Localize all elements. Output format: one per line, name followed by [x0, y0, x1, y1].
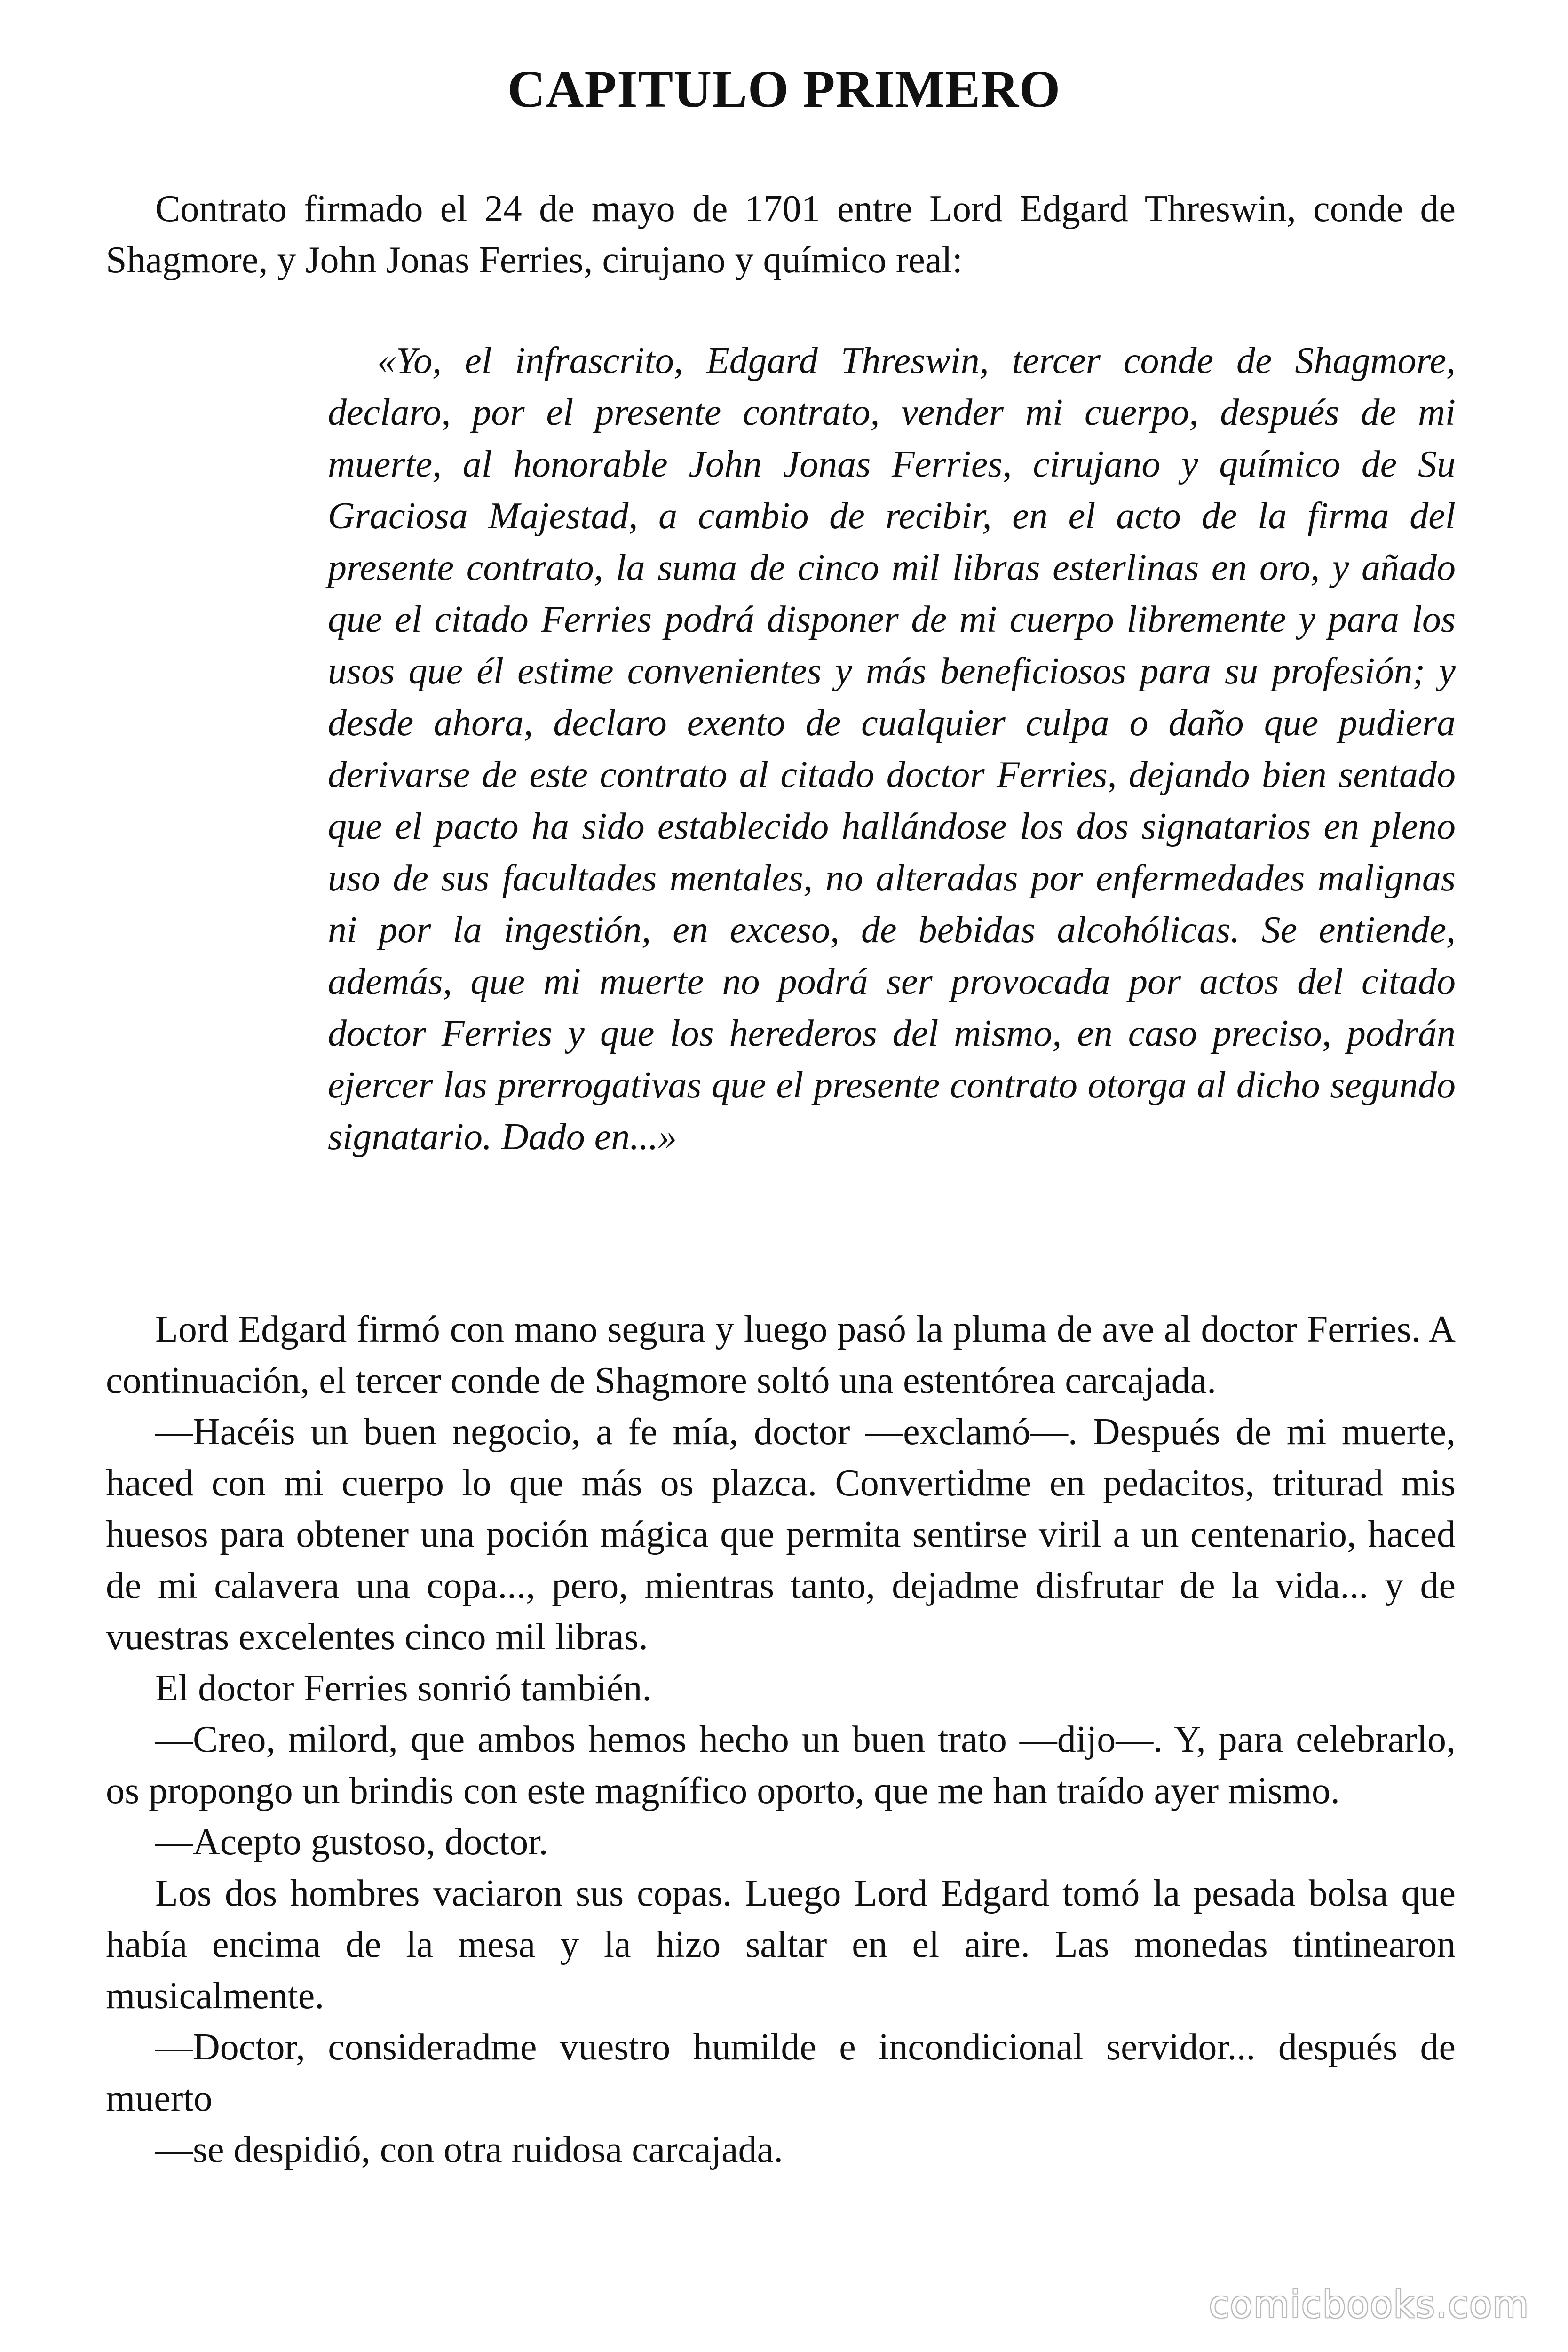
- paragraph-5: —Acepto gustoso, doctor.: [155, 1821, 548, 1863]
- contract-paragraph: «Yo, el infrascrito, Edgard Threswin, tercer conde de Shagmore, declaro, por el presente contrato, vender mi cuerpo, después de mi muerte, al honorable John Jonas Ferries, cirujano y químico de Su Graciosa Majestad, a cambio de recibir, en el acto de la firma del presente contrato, la suma de cinco mil libras esterlinas en oro, y añado que el citado Ferries podrá disponer de mi cuerpo libremente y para los usos que él estime convenientes y más beneficiosos para su profesión; y desde ahora, declaro exento de cualquier culpa o daño que pudiera derivarse de este contrato al citado doctor Ferries, dejando bien sentado que el pacto ha sido establecido hallándose los dos signatarios en pleno uso de sus facultades mentales, no alteradas por enfermedades malignas ni por la ingestión, en exceso, de bebidas alcohólicas. Se entiende, además, que mi muerte no podrá ser provocada por actos del citado doctor Ferries y que los herederos del mismo, en caso preciso, podrán ejercer las prerrogativas que el presente contrato otorga al dicho segundo signatario. Dado en...»: [328, 340, 1456, 1158]
- chapter-title: CAPITULO PRIMERO: [507, 60, 1061, 119]
- intro-block: [106, 183, 1456, 286]
- paragraph-4: —Creo, milord, que ambos hemos hecho un buen trato —dijo—. Y, para celebrarlo, os propongo un brindis con este magnífico oporto, que me han traído ayer mismo.: [106, 1719, 1456, 1812]
- paragraph-3: El doctor Ferries sonrió también.: [155, 1668, 652, 1709]
- paragraph-1: Lord Edgard firmó con mano segura y luego pasó la pluma de ave al doctor Ferries. A continuación, el tercer conde de Shagmore soltó una estentórea carcajada.: [106, 1309, 1456, 1401]
- intro-paragraph: Contrato firmado el 24 de mayo de 1701 entre Lord Edgard Threswin, conde de Shagmore, y John Jonas Ferries, cirujano y químico real:: [106, 188, 1456, 281]
- paragraph-8: —se despidió, con otra ruidosa carcajada.: [155, 2129, 784, 2170]
- paragraph-6: Los dos hombres vaciaron sus copas. Luego Lord Edgard tomó la pesada bolsa que había encima de la mesa y la hizo saltar en el aire. Las monedas tintinearon musicalmente.: [106, 1873, 1456, 2017]
- watermark-text: comicbooks.com: [1209, 2284, 1529, 2326]
- paragraph-2: —Hacéis un buen negocio, a fe mía, doctor —exclamó—. Después de mi muerte, haced con mi cuerpo lo que más os plazca. Convertidme en pedacitos, triturad mis huesos para obtener una poción mágica que permita sentirse viril a un centenario, haced de mi calavera una copa..., pero, mientras tanto, dejadme disfrutar de la vida... y de vuestras excelentes cinco mil libras.: [106, 1411, 1456, 1658]
- narrative-block: [106, 1304, 1456, 2176]
- contract-quote: [328, 335, 1456, 1163]
- paragraph-7: —Doctor, consideradme vuestro humilde e incondicional servidor... después de muerto: [106, 2026, 1456, 2119]
